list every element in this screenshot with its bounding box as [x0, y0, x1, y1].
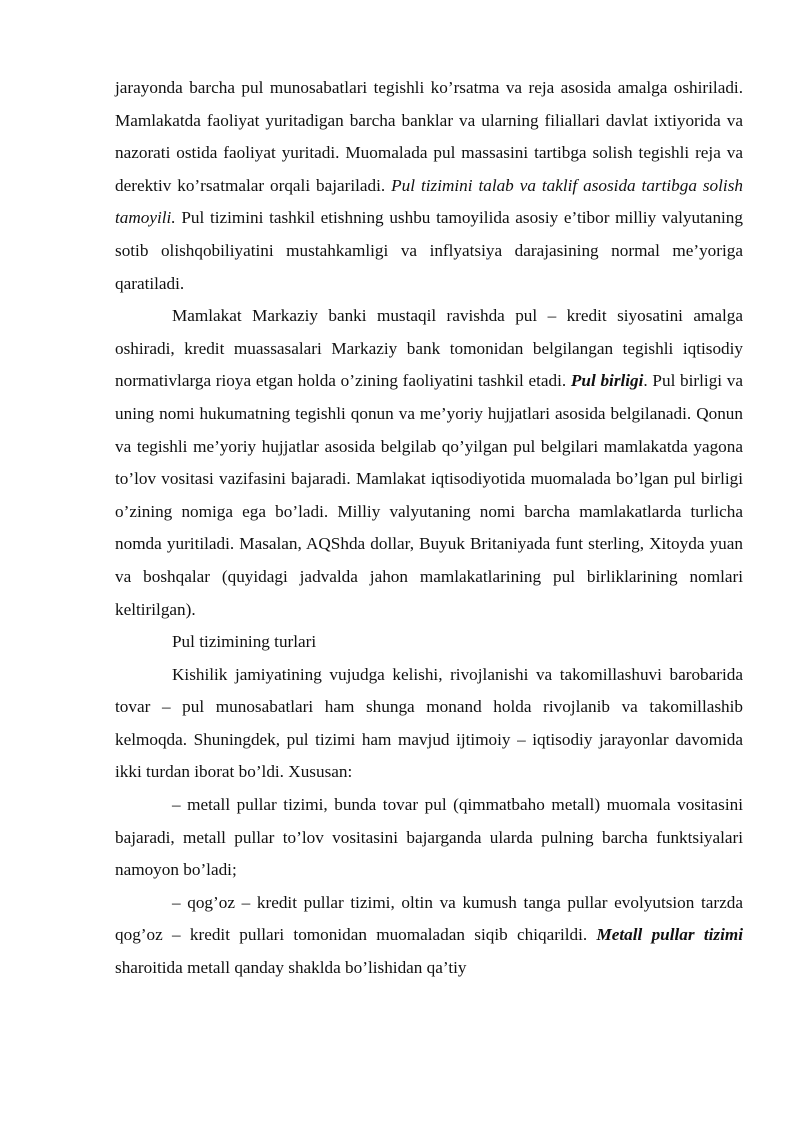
paragraph-1-text-b: Pul tizimini tashkil etishning ushbu tamoyilida asosiy e’tibor milliy valyutaning sotib olishqobiliyatini mustahkamligi va inflyatsiya darajasining normal me’yoriga qaratiladi.: [115, 208, 743, 293]
paragraph-2-text-a: Mamlakat Markaziy banki mustaqil ravishda pul – kredit siyosatini amalga oshiradi, kredit muassasalari Markaziy bank tomonidan belgilangan tegishli iqtisodiy normativlarga rioya etgan holda o’zining faoliyatini tashkil etadi.: [115, 306, 743, 391]
list-item-qogoz-text-a: – qog’oz – kredit pullar tizimi, oltin va kumush tanga pullar evolyutsion tarzda qog’oz – kredit pullari tomonidan muomaladan siqib chiqarildi.: [115, 892, 743, 945]
list-item-qogoz-bold-term: Metall pullar tizimi: [596, 925, 743, 945]
paragraph-4: [115, 659, 743, 789]
paragraph-2: [115, 300, 743, 626]
list-item-qogoz-kredit-pullar: [115, 887, 743, 985]
list-item-metall-pullar-text: – metall pullar tizimi, bunda tovar pul (qimmatbaho metall) muomala vositasini bajaradi, metall pullar to’lov vositasini bajarganda ularda pulning barcha funktsiyalari namoyon bo’ladi;: [115, 795, 743, 880]
paragraph-2-text-b: . Pul birligi va uning nomi hukumatning tegishli qonun va me’yoriy hujjatlari asosida belgilanadi. Qonun va tegishli me’yoriy hujjatlar asosida belgilab qo’yilgan pul belgilari mamlakatda yagona to’lov vositasi vazifasini bajaradi. Mamlakat iqtisodiyotida muomalada bo’lgan pul birligi o’zining nomiga ega bo’ladi. Milliy valyutaning nomi barcha mamlakatlarda turlicha nomda yuritiladi. Masalan, AQShda dollar, Buyuk Britaniyada funt sterling, Xitoyda yuan va boshqalar (quyidagi jadvalda jahon mamlakatlarining pul birliklarining nomlari keltirilgan).: [115, 371, 743, 619]
section-heading-text: Pul tizimining turlari: [172, 632, 317, 652]
paragraph-1: [115, 72, 743, 300]
paragraph-2-bold-term: Pul birligi: [570, 371, 644, 391]
section-heading-pul-tizimining-turlari: [115, 626, 743, 659]
paragraph-1-text-a: jarayonda barcha pul munosabatlari tegishli ko’rsatma va reja asosida amalga oshiriladi. Mamlakatda faoliyat yuritadigan barcha banklar va ularning filiallari davlat ixtiyorida va nazorati ostida faoliyat yuritadi. Muomalada pul massasini tartibga solish tegishli reja va derektiv ko’rsatmalar orqali bajariladi.: [115, 78, 743, 195]
paragraph-4-text: Kishilik jamiyatining vujudga kelishi, rivojlanishi va takomillashuvi barobarida tovar – pul munosabatlari ham shunga monand holda rivojlanib va takomillashib kelmoqda. Shuningdek, pul tizimi ham mavjud ijtimoiy – iqtisodiy jarayonlar davomida ikki turdan iborat bo’ldi. Xususan:: [115, 664, 743, 782]
list-item-qogoz-text-b: sharoitida metall qanday shaklda bo’lishidan qa’tiy: [115, 958, 467, 978]
paragraph-1-italic-term: Pul tizimini talab va taklif asosida tartibga solish tamoyili.: [115, 175, 743, 228]
list-item-metall-pullar: [115, 789, 743, 887]
